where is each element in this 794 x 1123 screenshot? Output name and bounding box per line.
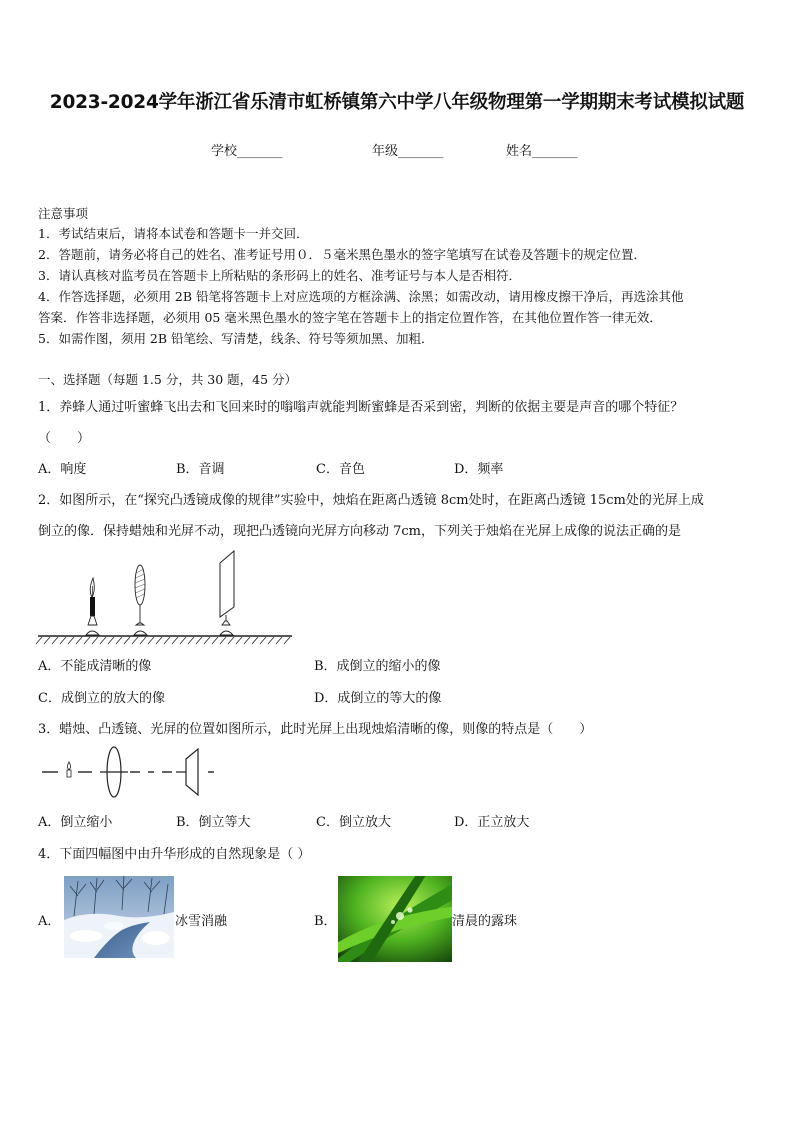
q4-option-b-letter[interactable]: B． xyxy=(314,914,337,929)
q2-option-a[interactable]: A．不能成清晰的像 xyxy=(38,659,152,674)
q3-option-c[interactable]: C．倒立放大 xyxy=(316,815,391,830)
screen-icon xyxy=(176,749,198,795)
q2-option-d[interactable]: D．成倒立的等大的像 xyxy=(314,691,442,706)
q4-option-a-text: 冰雪消融 xyxy=(175,914,228,929)
notice-item: 1．考试结束后，请将本试卷和答题卡一并交回． xyxy=(38,226,309,241)
name-field: 姓名_______ xyxy=(506,144,578,159)
lens-icon xyxy=(100,747,128,797)
q1-option-b[interactable]: B．音调 xyxy=(176,462,225,477)
section-heading: 一、选择题（每题 1.5 分，共 30 题，45 分） xyxy=(38,372,298,387)
optical-bench-figure xyxy=(38,745,218,805)
snow-stream-photo xyxy=(64,876,174,958)
q1-option-a[interactable]: A．响度 xyxy=(38,462,87,477)
notice-item: 2．答题前，请务必将自己的姓名、准考证号用０．５毫米黑色墨水的签字笔填写在试卷及答题卡的规定位置． xyxy=(38,247,646,262)
q3-option-d[interactable]: D．正立放大 xyxy=(454,815,530,830)
question-2-stem: 2．如图所示，在“探究凸透镜成像的规律”实验中，烛焰在距离凸透镜 8cm处时，在距离凸透镜 15cm处的光屏上成 xyxy=(38,493,704,508)
q1-option-c[interactable]: C．音色 xyxy=(316,462,365,477)
candle-icon xyxy=(67,762,71,777)
notice-item: 答案．作答非选择题，必须用 05 毫米黑色墨水的签字笔在答题卡上的指定位置作答，在其他位置作答一律无效． xyxy=(38,310,662,325)
q4-option-b-text: 清晨的露珠 xyxy=(452,914,518,929)
grade-field: 年级_______ xyxy=(372,144,444,159)
question-2-stem-2: 倒立的像．保持蜡烛和光屏不动，现把凸透镜向光屏方向移动 7cm，下列关于烛焰在光屏上成像的说法正确的是 xyxy=(38,524,682,539)
q3-option-a[interactable]: A．倒立缩小 xyxy=(38,815,113,830)
school-field: 学校_______ xyxy=(211,144,283,159)
page-title: 2023-2024学年浙江省乐清市虹桥镇第六中学八年级物理第一学期期末考试模拟试题 xyxy=(49,92,745,113)
q1-option-d[interactable]: D．频率 xyxy=(454,462,504,477)
notice-item: 5．如需作图，须用 2B 铅笔绘、写清楚，线条、符号等须加黑、加粗． xyxy=(38,331,434,346)
lens-icon xyxy=(134,565,147,635)
q2-option-b[interactable]: B．成倒立的缩小的像 xyxy=(314,659,441,674)
notice-item: 4．作答选择题，必须用 2B 铅笔将答题卡上对应选项的方框涂满、涂黑；如需改动，请用橡皮擦干净后，再选涂其他 xyxy=(38,289,684,304)
q3-option-b[interactable]: B．倒立等大 xyxy=(176,815,251,830)
q4-option-a-letter[interactable]: A． xyxy=(38,914,61,929)
q2-option-c[interactable]: C．成倒立的放大的像 xyxy=(38,691,165,706)
notice-heading: 注意事项 xyxy=(38,206,89,221)
question-3-stem: 3．蜡烛、凸透镜、光屏的位置如图所示，此时光屏上出现烛焰清晰的像，则像的特点是（ ） xyxy=(38,722,593,737)
dew-grass-photo xyxy=(338,876,452,962)
candle-icon xyxy=(86,578,99,635)
question-1-paren: （ ） xyxy=(38,431,91,446)
screen-icon xyxy=(220,551,234,635)
question-4-stem: 4．下面四幅图中由升华形成的自然现象是（ ） xyxy=(38,847,311,862)
question-1-stem: 1．养蜂人通过听蜜蜂飞出去和飞回来时的嗡嗡声就能判断蜜蜂是否采到密，判断的依据主要是声音的哪个特征？ xyxy=(38,400,684,415)
lens-experiment-figure xyxy=(36,545,296,650)
notice-item: 3．请认真核对监考员在答题卡上所粘贴的条形码上的姓名、准考证号与本人是否相符． xyxy=(38,268,521,283)
